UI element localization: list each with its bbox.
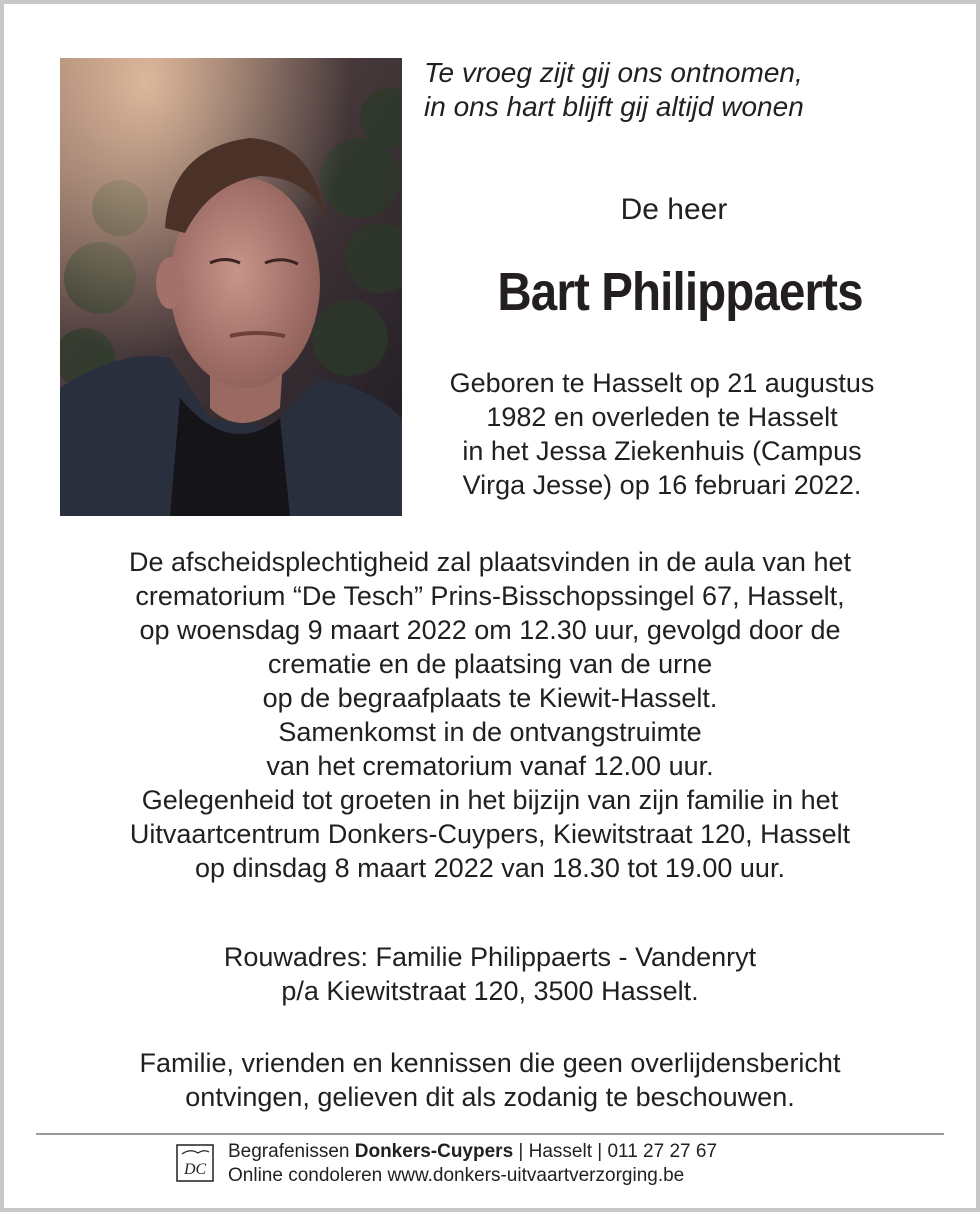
memorial-verse (424, 56, 944, 124)
funeral-home-footer (228, 1140, 717, 1188)
text-line: De afscheidsplechtigheid zal plaatsvinden in de aula van het (129, 547, 851, 577)
text-line: op woensdag 9 maart 2022 om 12.30 uur, gevolgd door de (139, 615, 841, 645)
footer-line-1 (228, 1140, 717, 1164)
footer-prefix: Begrafenissen (228, 1141, 355, 1162)
text-line: op dinsdag 8 maart 2022 van 18.30 tot 19.00 uur. (195, 853, 785, 883)
text-line: in het Jessa Ziekenhuis (Campus (462, 436, 862, 466)
text-line: ontvingen, gelieven dit als zodanig te beschouwen. (185, 1082, 795, 1112)
text-line: Gelegenheid tot groeten in het bijzijn van zijn familie in het (141, 785, 839, 815)
notice-text (40, 1046, 940, 1114)
footer-divider (36, 1133, 944, 1135)
text-line: p/a Kiewitstraat 120, 3500 Hasselt. (281, 976, 699, 1006)
mourning-address (40, 940, 940, 1008)
text-line: Familie, vrienden en kennissen die geen overlijdensbericht (139, 1048, 841, 1078)
deceased-name: Bart Philippaerts (497, 262, 863, 322)
verse-line: in ons hart blijft gij altijd wonen (424, 91, 804, 122)
company-name: Donkers-Cuypers (354, 1141, 514, 1162)
text-line: Rouwadres: Familie Philippaerts - Vandenryt (223, 942, 757, 972)
text-line: op de begraafplaats te Kiewit-Hasselt. (262, 683, 718, 713)
birth-death-details (420, 366, 904, 502)
portrait-photo (60, 58, 402, 516)
text-line: Geboren te Hasselt op 21 augustus (449, 368, 875, 398)
text-line: Virga Jesse) op 16 februari 2022. (462, 470, 862, 500)
text-line: 1982 en overleden te Hasselt (486, 402, 838, 432)
verse-line: Te vroeg zijt gij ons ontnomen, (424, 57, 803, 88)
ceremony-details (40, 545, 940, 885)
text-line: crematie en de plaatsing van de urne (267, 649, 713, 679)
text-line: Uitvaartcentrum Donkers-Cuypers, Kiewitstraat 120, Hasselt (129, 819, 851, 849)
footer-line-2: Online condoleren www.donkers-uitvaartverzorging.be (228, 1165, 685, 1186)
logo-lettering: DC (184, 1161, 207, 1178)
footer-contact: | Hasselt | 011 27 27 67 (513, 1141, 718, 1162)
honorific: De heer (620, 193, 728, 226)
funeral-home-logo-icon (176, 1144, 214, 1182)
text-line: Samenkomst in de ontvangstruimte (278, 717, 702, 747)
text-line: van het crematorium vanaf 12.00 uur. (266, 751, 714, 781)
text-line: crematorium “De Tesch” Prins-Bisschopssingel 67, Hasselt, (135, 581, 845, 611)
